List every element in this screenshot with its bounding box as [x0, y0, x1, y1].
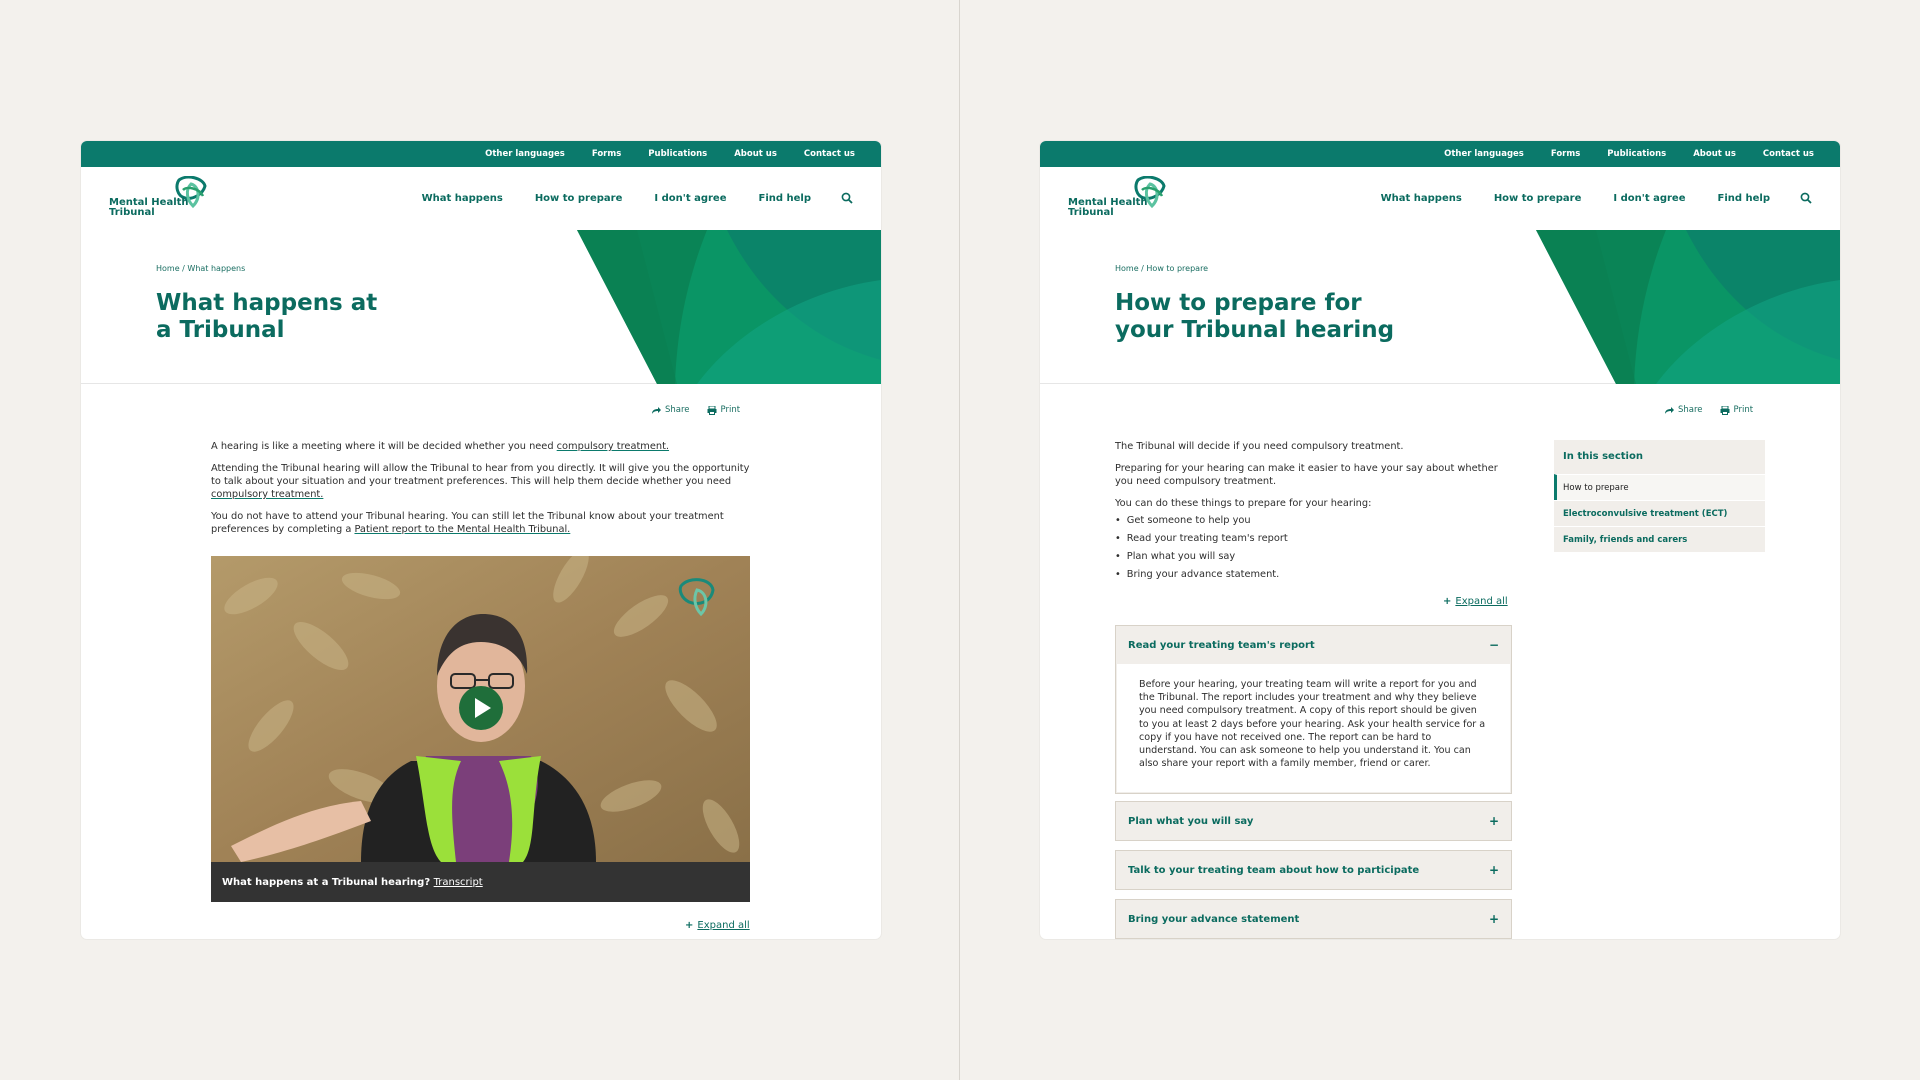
patient-report-link[interactable]: Patient report to the Mental Health Tribunal.	[354, 524, 571, 535]
utility-bar	[81, 141, 881, 167]
logo-text: Mental Health Tribunal	[109, 197, 189, 218]
video-title: What happens at a Tribunal hearing?	[222, 877, 431, 888]
nav-i-dont-agree[interactable]: I don't agree	[654, 192, 727, 204]
breadcrumb[interactable]: Home / What happens	[156, 264, 246, 273]
accordion-read-report	[1115, 625, 1512, 794]
page-divider	[959, 0, 960, 1080]
page-tools	[1664, 405, 1753, 415]
accordion-header[interactable]	[1116, 851, 1511, 889]
expand-all-label: Expand all	[697, 920, 750, 931]
accordion-talk-to-team	[1115, 850, 1512, 890]
page-how-to-prepare	[1040, 141, 1840, 939]
plus-icon: +	[1488, 814, 1499, 828]
list-item: • Read your treating team's report	[1115, 532, 1515, 545]
search-icon[interactable]	[1800, 192, 1812, 204]
compulsory-treatment-link-2[interactable]: compulsory treatment.	[211, 489, 324, 500]
list-item: • Bring your advance statement.	[1115, 568, 1515, 581]
accordion-header[interactable]	[1116, 900, 1511, 938]
intro-paragraph-3: You do not have to attend your Tribunal hearing. You can still let the Tribunal know about your treatment preferences by completing a Patient report to the Mental Health Tribunal.	[211, 511, 724, 535]
share-icon	[1664, 406, 1674, 415]
nav-how-to-prepare[interactable]: How to prepare	[1493, 192, 1582, 204]
accordion-title: Plan what you will say	[1128, 815, 1254, 827]
main-navigation	[1040, 167, 1840, 230]
accordion-title: Talk to your treating team about how to participate	[1128, 864, 1420, 876]
site-logo[interactable]	[1068, 176, 1178, 222]
accordion-title: Read your treating team's report	[1128, 639, 1315, 651]
expand-all-label: Expand all	[1455, 596, 1508, 607]
search-icon[interactable]	[841, 192, 853, 204]
print-icon	[707, 406, 717, 415]
nav-find-help[interactable]: Find help	[758, 192, 811, 204]
share-button[interactable]	[1664, 405, 1703, 415]
logo-text: Mental Health Tribunal	[1068, 197, 1148, 218]
video-frame	[211, 556, 750, 862]
accordion-plan-what-to-say	[1115, 801, 1512, 841]
utility-bar	[1040, 141, 1840, 167]
print-icon	[1720, 406, 1730, 415]
transcript-link[interactable]: Transcript	[433, 877, 483, 888]
utility-link-forms[interactable]: Forms	[1550, 149, 1581, 159]
compulsory-treatment-link[interactable]: compulsory treatment.	[556, 441, 670, 452]
sidebar-title: In this section	[1563, 451, 1643, 462]
print-label: Print	[1733, 405, 1754, 415]
intro-paragraph-3: You can do these things to prepare for your hearing:	[1115, 498, 1372, 509]
share-icon	[651, 406, 661, 415]
page-title: What happens at a Tribunal	[156, 290, 378, 343]
plus-icon: +	[1488, 863, 1499, 877]
site-logo[interactable]	[109, 176, 219, 222]
intro-paragraph-2: Attending the Tribunal hearing will allow the Tribunal to hear from you directly. It will give you the opportunity to talk about your situation and your treatment preferences. This will help them decide whether you need compulsory treatment.	[211, 463, 750, 500]
expand-all-button[interactable]	[1443, 596, 1508, 607]
nav-find-help[interactable]: Find help	[1717, 192, 1770, 204]
intro-text	[211, 440, 751, 545]
page-title: How to prepare for your Tribunal hearing	[1115, 290, 1395, 343]
preparation-list	[1115, 514, 1515, 581]
video-player[interactable]	[211, 556, 750, 902]
primary-menu	[422, 192, 853, 204]
share-button[interactable]	[651, 405, 690, 415]
plus-icon: +	[685, 920, 694, 931]
print-label: Print	[720, 405, 741, 415]
utility-link-other-languages[interactable]: Other languages	[1444, 149, 1524, 159]
page-what-happens	[81, 141, 881, 939]
primary-menu	[1381, 192, 1812, 204]
utility-link-publications[interactable]: Publications	[648, 149, 708, 159]
accordion-title: Bring your advance statement	[1128, 913, 1300, 925]
accordion-header[interactable]	[1116, 802, 1511, 840]
intro-paragraph-1: A hearing is like a meeting where it will be decided whether you need compulsory treatment.	[211, 441, 670, 452]
page-hero	[1040, 230, 1840, 384]
intro-paragraph-1: The Tribunal will decide if you need compulsory treatment.	[1115, 441, 1404, 452]
hero-graphic	[577, 230, 881, 384]
share-label: Share	[1678, 405, 1703, 415]
in-this-section-nav	[1554, 440, 1765, 552]
utility-link-about-us[interactable]: About us	[734, 149, 777, 159]
utility-link-forms[interactable]: Forms	[591, 149, 622, 159]
page-hero	[81, 230, 881, 384]
list-item: • Get someone to help you	[1115, 514, 1515, 527]
sidebar-item-how-to-prepare[interactable]: How to prepare	[1554, 474, 1765, 500]
intro-text	[1115, 440, 1515, 586]
list-item: • Plan what you will say	[1115, 550, 1515, 563]
nav-what-happens[interactable]: What happens	[421, 192, 503, 204]
print-button[interactable]	[707, 405, 741, 415]
print-button[interactable]	[1720, 405, 1754, 415]
utility-link-about-us[interactable]: About us	[1693, 149, 1736, 159]
utility-link-publications[interactable]: Publications	[1607, 149, 1667, 159]
utility-link-other-languages[interactable]: Other languages	[485, 149, 565, 159]
nav-i-dont-agree[interactable]: I don't agree	[1613, 192, 1686, 204]
nav-what-happens[interactable]: What happens	[1380, 192, 1462, 204]
breadcrumb[interactable]: Home / How to prepare	[1115, 264, 1209, 273]
video-caption	[211, 862, 750, 902]
sidebar-item-family-friends-carers[interactable]: Family, friends and carers	[1554, 526, 1765, 552]
share-label: Share	[665, 405, 690, 415]
utility-link-contact-us[interactable]: Contact us	[1762, 149, 1814, 159]
plus-icon: +	[1488, 912, 1499, 926]
hero-graphic	[1536, 230, 1840, 384]
accordion-header[interactable]	[1116, 626, 1511, 664]
main-navigation	[81, 167, 881, 230]
minus-icon: −	[1488, 638, 1499, 652]
page-tools	[651, 405, 740, 415]
utility-link-contact-us[interactable]: Contact us	[803, 149, 855, 159]
accordion-advance-statement	[1115, 899, 1512, 939]
accordion-content: Before your hearing, your treating team will write a report for you and the Tribunal. The report includes your treatment and why they believe you need compulsory treatment. A copy of this report should be given to you at least 2 days before your hearing. Ask your health service for a copy if you have not received one. The report can be hard to understand. You can ask someone to help you understand it. You can also share your report with a family member, friend or carer.	[1117, 664, 1510, 792]
intro-paragraph-2: Preparing for your hearing can make it easier to have your say about whether you need compulsory treatment.	[1115, 463, 1498, 487]
plus-icon: +	[1443, 596, 1452, 607]
nav-how-to-prepare[interactable]: How to prepare	[534, 192, 623, 204]
sidebar-item-ect[interactable]: Electroconvulsive treatment (ECT)	[1554, 500, 1765, 526]
expand-all-button[interactable]	[685, 920, 750, 931]
